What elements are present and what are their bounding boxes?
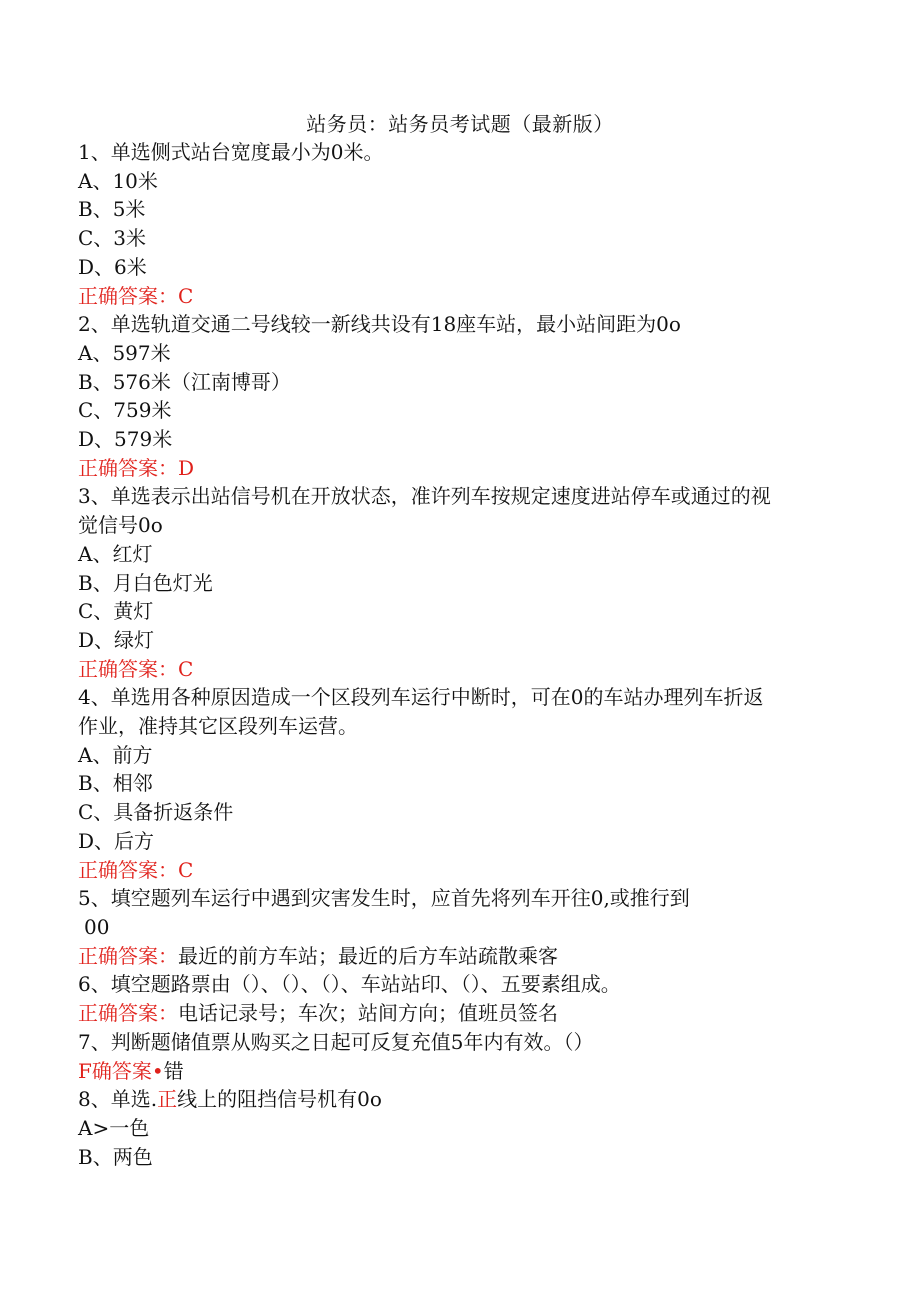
question-stem: 6、填空题路票由（）、（）、（）、车站站印、（）、五要素组成。 (78, 972, 621, 997)
answer-value: 最近的前方车站；最近的后方车站疏散乘客 (178, 943, 558, 968)
answer-label: 正确答案： (78, 1001, 178, 1026)
answer-value: C (178, 283, 194, 308)
question-stem: 1、单选侧式站台宽度最小为0米。 (78, 140, 384, 164)
option: B、5米 (78, 197, 146, 222)
stem-prefix: 8、单选. (78, 1087, 158, 1112)
question-stem: 4、单选用各种原因造成一个区段列车运行中断时，可在0的车站办理列车折返 (78, 685, 764, 710)
option: A、前方 (78, 742, 153, 767)
option: D、6米 (78, 254, 147, 279)
question-stem: 5、填空题列车运行中遇到灾害发生时，应首先将列车开往0,或推行到 (78, 886, 690, 911)
stem-red-char: 正 (157, 1087, 178, 1112)
question-stem (78, 1085, 838, 1114)
option: D、579米 (78, 427, 173, 452)
answer-label: 正确答案： (78, 943, 178, 968)
answer-value: 电话记录号；车次；站间方向；值班员签名 (178, 1001, 558, 1026)
answer-value: C (178, 656, 194, 681)
option: C、759米 (78, 398, 172, 423)
answer-line (78, 1057, 838, 1086)
option: A>一色 (78, 1115, 150, 1140)
question-stem-continued: 觉信号0o (78, 513, 163, 538)
answer-label: 正确答案： (78, 283, 178, 308)
answer-line (78, 282, 838, 311)
option: C、黄灯 (78, 599, 154, 624)
answer-value: 错 (163, 1058, 184, 1083)
answer-label: F确答案• (78, 1058, 164, 1083)
question-stem-continued: 00 (84, 914, 110, 939)
answer-line (78, 999, 838, 1028)
option: B、月白色灯光 (78, 570, 213, 595)
answer-value: C (178, 857, 194, 882)
answer-line (78, 655, 838, 684)
question-stem: 2、单选轨道交通二号线较一新线共设有18座车站，最小站间距为0o (78, 312, 681, 337)
option: B、相邻 (78, 771, 153, 796)
question-stem-continued: 作业，准持其它区段列车运营。 (78, 714, 358, 739)
answer-line (78, 942, 838, 971)
option: A、10米 (78, 168, 158, 193)
option: B、576米（江南博哥） (78, 369, 291, 394)
option: B、两色 (78, 1144, 153, 1169)
question-stem: 7、判断题储值票从购买之日起可反复充值5年内有效。（） (78, 1029, 594, 1054)
option: A、597米 (78, 340, 171, 365)
option: D、后方 (78, 828, 155, 853)
answer-label: 正确答案： (78, 857, 178, 882)
option: C、具备折返条件 (78, 800, 234, 825)
answer-value: D (178, 455, 195, 480)
answer-line (78, 856, 838, 885)
option: D、绿灯 (78, 627, 155, 652)
answer-label: 正确答案： (78, 656, 178, 681)
question-stem: 3、单选表示出站信号机在开放状态，准许列车按规定速度进站停车或通过的视 (78, 484, 771, 509)
answer-label: 正确答案： (78, 455, 178, 480)
answer-line (78, 454, 838, 483)
option: C、3米 (78, 226, 147, 251)
option: A、红灯 (78, 541, 153, 566)
document-body (78, 138, 838, 1171)
page-title: 站务员：站务员考试题（最新版） (306, 112, 614, 136)
stem-suffix: 线上的阻挡信号机有0o (177, 1087, 382, 1112)
